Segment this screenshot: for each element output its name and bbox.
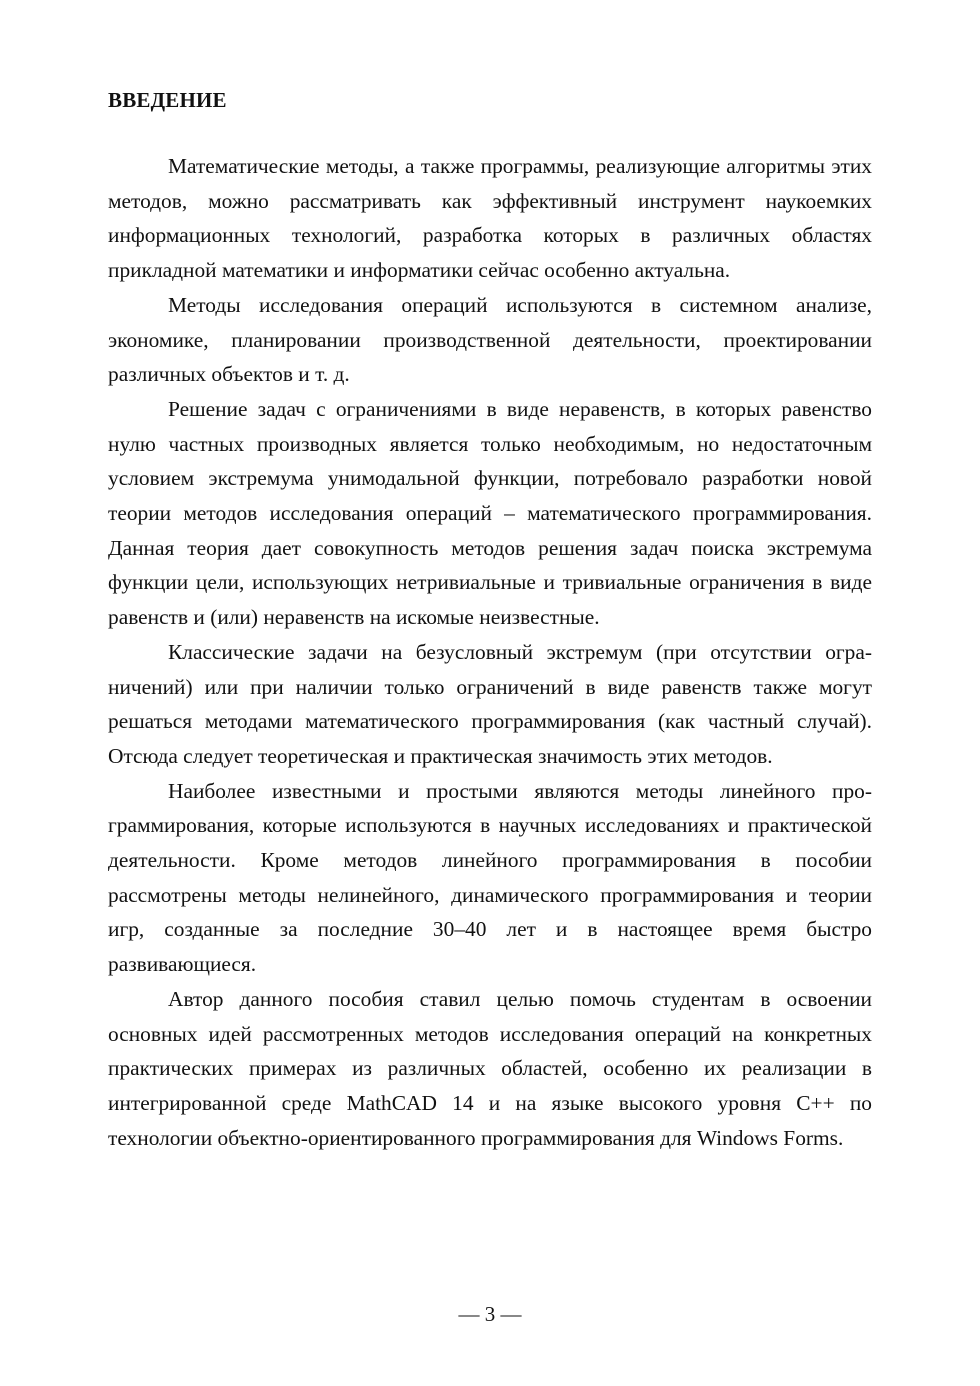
paragraph-4: Классические задачи на безусловный экстремум (при отсутствии ограничений) или при наличии только ограничений в виде равенств также могут решаться методами математического программирования (как частный случай). Отсюда следует теоретическая и практическая значимость этих методов. [108,639,872,768]
paragraph-2: Методы исследования операций используются в системном анализе, экономике, планировании производственной деятельности, проектировании различных объектов и т. д. [108,292,872,387]
paragraph-5: Наиболее известными и простыми являются методы линейного программирования, которые используются в научных исследованиях и практической деятельности. Кроме методов линейного программирования в пособии рассмотрены методы нелинейного, динамического программирования и теории игр, созданные за последние 30–40 лет и в настоящее время быстро развивающиеся. [108,778,872,977]
page-number: — 3 — [458,1302,522,1326]
paragraph-1: Математические методы, а также программы, реализующие алгоритмы этих методов, можно рассматривать как эффективный инструмент наукоемких информационных технологий, разработка которых в различных областях прикладной математики и информатики сейчас особенно актуальна. [108,154,872,283]
page-body [108,85,872,1155]
paragraph-3: Решение задач с ограничениями в виде неравенств, в которых равенство нулю частных производных является только необходимым, но недостаточным условием экстремума унимодальной функции, потребовало разработки новой теории методов исследования операций – математического программирования. Данная теория дает совокупность методов решения задач поиска экстремума функции цели, использующих нетривиальные и тривиальные ограничения в виде равенств и (или) неравенств на искомые неизвестные. [108,396,872,630]
section-heading: ВВЕДЕНИЕ [108,88,227,112]
paragraph-6: Автор данного пособия ставил целью помочь студентам в освоении основных идей рассмотренных методов исследования операций на конкретных практических примерах из различных областей, особенно их реализации в интегрированной среде MathCAD 14 и на языке высокого уровня C++ по технологии объектно-ориентированного программирования для Windows Forms. [108,986,872,1150]
